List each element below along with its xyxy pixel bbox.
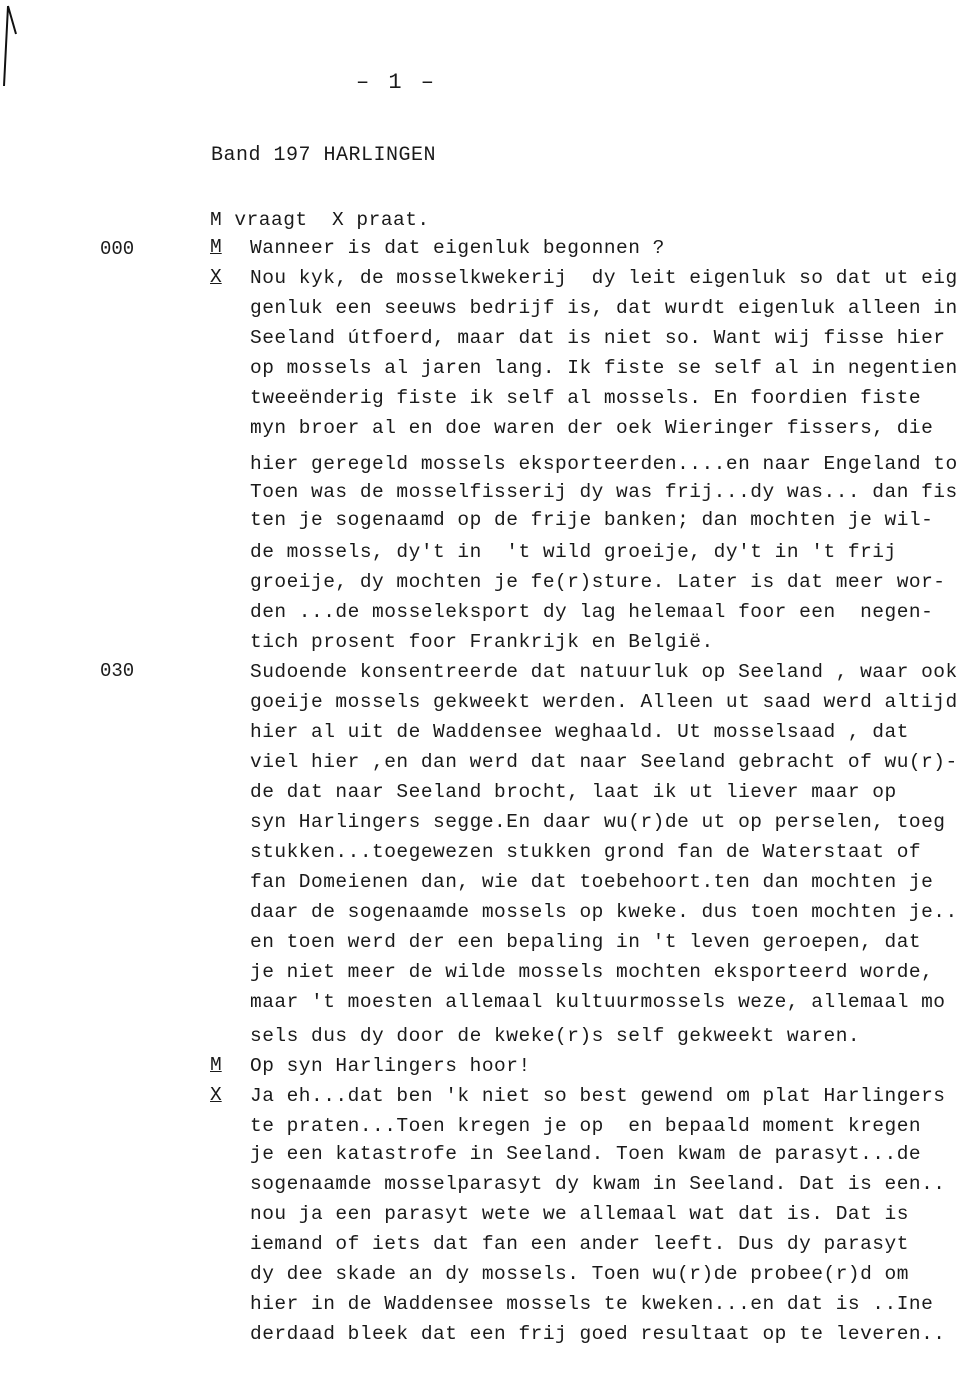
transcript-line: sogenaamde mosselparasyt dy kwam in Seeland. Dat is een.. — [250, 1173, 946, 1195]
transcript-line: en toen werd der een bepaling in 't leven geroepen, dat — [250, 931, 922, 953]
speaker-label: M — [210, 1054, 222, 1076]
transcript-line: stukken...toegewezen stukken grond fan de Waterstaat of — [250, 841, 922, 863]
transcript-line: hier al uit de Waddensee weghaald. Ut mosselsaad , dat — [250, 721, 909, 743]
transcript-line: ten je sogenaamd op de frije banken; dan mochten je wil- — [250, 509, 934, 531]
page-title: Band 197 HARLINGEN — [211, 144, 437, 167]
transcript-line: Seeland útfoerd, maar dat is niet so. Want wij fisse hier — [250, 327, 946, 349]
transcript-line: de dat naar Seeland brocht, laat ik ut liever maar op — [250, 781, 897, 803]
transcript-line: viel hier ,en dan werd dat naar Seeland gebracht of wu(r)- — [250, 751, 958, 773]
transcript-line: daar de sogenaamde mossels op kweke. dus toen mochten je.. — [250, 901, 958, 923]
page-number: – 1 – — [356, 70, 438, 95]
transcript-line: te praten...Toen kregen je op en bepaald moment kregen — [250, 1115, 922, 1137]
timecode: 030 — [100, 660, 135, 682]
transcript-line: iemand of iets dat fan een ander leeft. Dus dy parasyt — [250, 1233, 909, 1255]
transcript-line: Toen was de mosselfisserij dy was frij...dy was... dan fis — [250, 481, 958, 503]
transcript-line: maar 't moesten allemaal kultuurmossels weze, allemaal mo — [250, 991, 946, 1013]
transcript-line: tweeënderig fiste ik self al mossels. En foordien fiste — [250, 387, 922, 409]
transcript-line: Nou kyk, de mosselkwekerij dy leit eigenluk so dat ut eig — [250, 267, 958, 289]
transcript-line: derdaad bleek dat een frij goed resultaat op te leveren.. — [250, 1323, 946, 1345]
transcript-line: genluk een seeuws bedrijf is, dat wurdt eigenluk alleen in — [250, 297, 958, 319]
transcript-line: syn Harlingers segge.En daar wu(r)de ut op perselen, toeg — [250, 811, 946, 833]
speaker-label: X — [210, 1084, 222, 1106]
timecode: 000 — [100, 238, 135, 260]
speaker-label: X — [210, 266, 222, 288]
transcript-line: hier geregeld mossels eksporteerden....en naar Engeland to — [250, 453, 958, 475]
transcript-line: Op syn Harlingers hoor! — [250, 1055, 531, 1077]
intro-line: M vraagt X praat. — [210, 209, 430, 231]
transcript-line: hier in de Waddensee mossels te kweken...en dat is ..Ine — [250, 1293, 934, 1315]
transcript-line: fan Domeienen dan, wie dat toebehoort.ten dan mochten je — [250, 871, 934, 893]
speaker-label: M — [210, 236, 222, 258]
transcript-line: op mossels al jaren lang. Ik fiste se self al in negentien — [250, 357, 958, 379]
transcript-line: dy dee skade an dy mossels. Toen wu(r)de probee(r)d om — [250, 1263, 909, 1285]
transcript-line: je niet meer de wilde mossels mochten eksporteerd worde, — [250, 961, 934, 983]
transcript-line: Ja eh...dat ben 'k niet so best gewend om plat Harlingers — [250, 1085, 946, 1107]
transcript-line: de mossels, dy't in 't wild groeije, dy't in 't frij — [250, 541, 897, 563]
transcript-line: myn broer al en doe waren der oek Wieringer fissers, die — [250, 417, 934, 439]
transcript-line: groeije, dy mochten je fe(r)sture. Later is dat meer wor- — [250, 571, 946, 593]
transcript-line: Sudoende konsentreerde dat natuurluk op Seeland , waar ook — [250, 661, 958, 683]
margin-slash-mark — [2, 4, 18, 88]
transcript-line: sels dus dy door de kweke(r)s self gekweekt waren. — [250, 1025, 861, 1047]
transcript-line: je een katastrofe in Seeland. Toen kwam de parasyt...de — [250, 1143, 922, 1165]
transcript-line: nou ja een parasyt wete we allemaal wat dat is. Dat is — [250, 1203, 909, 1225]
transcript-line: goeije mossels gekweekt werden. Alleen ut saad werd altijd — [250, 691, 958, 713]
transcript-line: tich prosent foor Frankrijk en België. — [250, 631, 714, 653]
transcript-line: Wanneer is dat eigenluk begonnen ? — [250, 237, 665, 259]
transcript-line: den ...de mosseleksport dy lag helemaal foor een negen- — [250, 601, 934, 623]
